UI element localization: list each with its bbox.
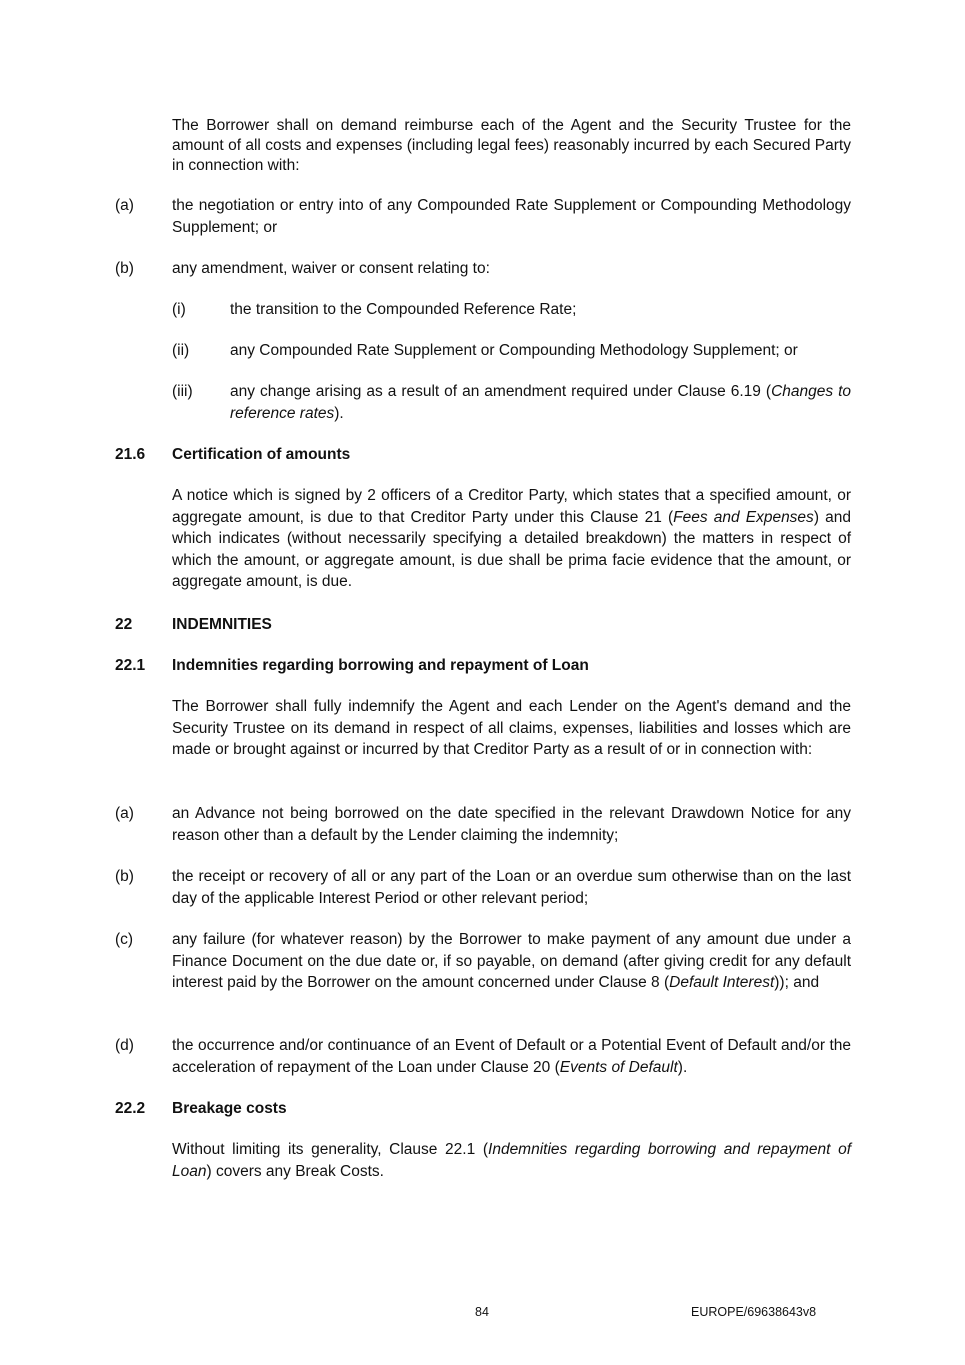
clause-22-number: 22 [115,616,133,633]
clause-21-6-text [172,485,851,593]
subitem-text: the transition to the Compounded Reference Rate; [230,301,577,318]
document-reference: EUROPE/69638643v8 [691,1305,817,1319]
item-text: the receipt or recovery of all or any part of the Loan or an overdue sum otherwise than on the last day of the applicable Interest Period or other relevant period; [172,868,851,907]
text-run: ). [334,404,344,422]
text-run: ). [677,1058,688,1076]
clause-22-2-number: 22.2 [115,1100,146,1117]
item-label: (d) [115,1037,134,1054]
item-text: the negotiation or entry into of any Compounded Rate Supplement or Compounding Methodology Supplement; or [172,197,851,236]
text-run: A notice which is signed by 2 officers of a Creditor Party, which states that a specified amount, or aggregate amount, is due to that Creditor Party under this Clause 21 ( [172,487,851,526]
clause-21-5-intro: The Borrower shall on demand reimburse each of the Agent and the Security Trustee for the amount of all costs and expenses (including legal fees) reasonably incurred by each Secured Party in connection with: [172,117,851,174]
item-label: (b) [115,260,134,277]
subitem-text [230,381,851,424]
text-run: any change arising as a result of an amendment required under Clause 6.19 ( [230,383,772,400]
clause-reference: Fees and Expenses [673,508,814,526]
item-text: any amendment, waiver or consent relating to: [172,260,490,277]
clause-21-6-number: 21.6 [115,446,146,463]
clause-21-6-heading: Certification of amounts [172,446,351,463]
item-text [172,929,851,994]
clause-22-1-number: 22.1 [115,657,146,674]
text-run: any failure (for whatever reason) by the Borrower to make payment of any amount due under a Finance Document on the due date or, if so payable, on demand (after giving credit for any default interest paid by the Borrower on the amount concerned under Clause 8 ( [172,931,851,991]
subitem-label: (i) [172,301,186,318]
clause-22-2-heading: Breakage costs [172,1100,287,1117]
item-label: (c) [115,931,134,948]
subitem-label: (iii) [172,383,193,400]
item-label: (b) [115,868,134,885]
item-text: an Advance not being borrowed on the date specified in the relevant Drawdown Notice for any reason other than a default by the Lender claiming the indemnity; [172,805,851,844]
clause-22-heading: INDEMNITIES [172,616,272,633]
subitem-text: any Compounded Rate Supplement or Compounding Methodology Supplement; or [230,342,798,359]
text-run: ) covers any Break Costs. [206,1162,384,1180]
item-label: (a) [115,805,134,822]
text-run: ) and which indicates (without necessarily specifying a detailed breakdown) the matters in respect of which the amount, or aggregate amount, is due shall be prima facie evidence that the amount, or aggregate amount, is due. [172,508,851,590]
clause-reference: Changes to reference rates [230,383,851,422]
item-label: (a) [115,197,134,214]
text-run: Without limiting its generality, Clause 22.1 ( [172,1141,489,1158]
clause-reference: Indemnities regarding borrowing and repayment of Loan [172,1141,852,1180]
item-text [172,1035,851,1078]
clause-22-2-text [172,1139,851,1182]
subitem-label: (ii) [172,342,190,359]
clause-reference: Default Interest [669,974,775,991]
clause-22-1-intro: The Borrower shall fully indemnify the Agent and each Lender on the Agent's demand and the Security Trustee on its demand in respect of all claims, expenses, liabilities and losses which are made or brought against or incurred by that Creditor Party as a result of or in connection with: [172,698,851,758]
page-number: 84 [475,1305,489,1319]
clause-22-1-heading: Indemnities regarding borrowing and repayment of Loan [172,657,589,674]
text-run: the occurrence and/or continuance of an Event of Default or a Potential Event of Default and/or the acceleration of repayment of the Loan under Clause 20 ( [172,1037,851,1076]
text-run: )); and [774,974,820,991]
clause-reference: Events of Default [559,1058,678,1076]
